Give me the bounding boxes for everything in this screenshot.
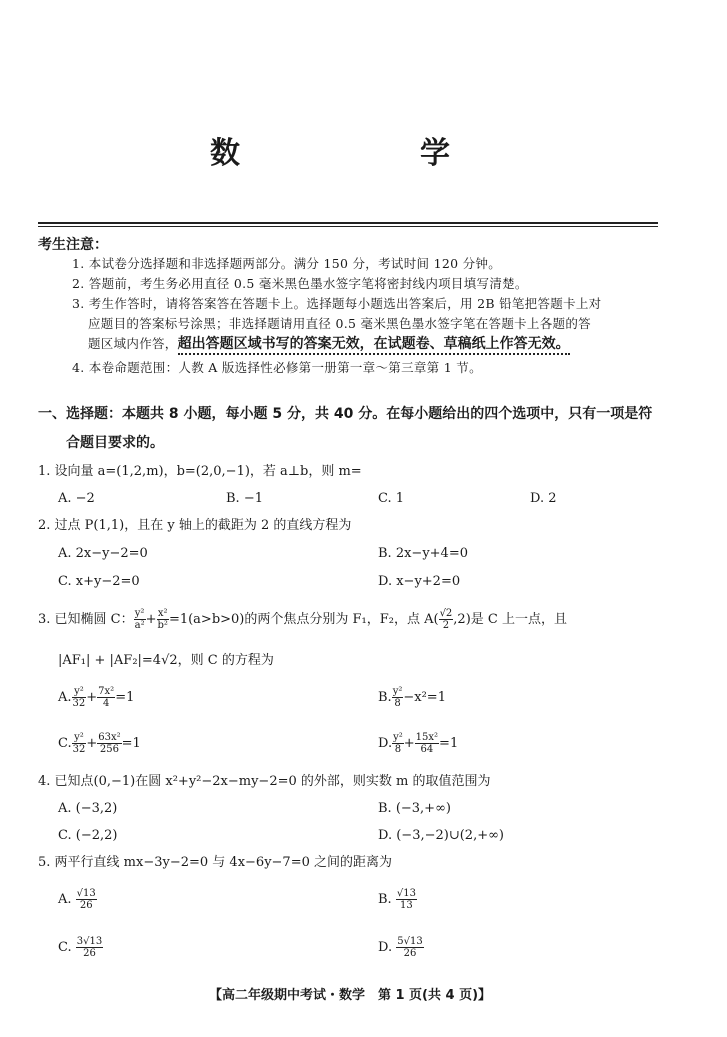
q3-stem-b: =1(a>b>0)的两个焦点分别为 F₁，F₂，点 A( bbox=[168, 612, 439, 627]
q3-d-frac1-den: 8 bbox=[394, 744, 402, 755]
q3-a-frac1-den: 32 bbox=[72, 698, 86, 709]
q3-d-frac2-num: 15x² bbox=[415, 732, 439, 743]
q5-a-num: √13 bbox=[76, 888, 96, 899]
q3-stem-a: 3. 已知椭圆 C： bbox=[38, 612, 134, 627]
q4-option-c: C. (−2,2) bbox=[58, 828, 118, 843]
q1-option-b: B. −1 bbox=[226, 491, 263, 506]
header-rule-thin bbox=[38, 226, 658, 227]
q3-option-b bbox=[378, 686, 446, 709]
notice-item-1: 1. 本试卷分选择题和非选择题两部分。满分 150 分，考试时间 120 分钟。 bbox=[72, 256, 502, 271]
q2-option-a: A. 2x−y−2=0 bbox=[58, 546, 148, 561]
q5-b-den: 13 bbox=[400, 900, 413, 911]
q5-b-frac bbox=[396, 888, 417, 911]
q5-a-den: 26 bbox=[79, 900, 93, 911]
question-3-stem-cont: |AF₁| + |AF₂|=4√2，则 C 的方程为 bbox=[58, 653, 274, 668]
q3-option-a bbox=[58, 686, 134, 709]
q3-d-end: =1 bbox=[439, 736, 459, 751]
q3-frac-point-den: 2 bbox=[442, 620, 450, 631]
q3-b-frac1 bbox=[392, 686, 404, 709]
section-heading-cont: 合题目要求的。 bbox=[66, 435, 164, 451]
q5-option-d bbox=[378, 936, 424, 959]
q3-stem-c: ,2)是 C 上一点，且 bbox=[453, 612, 567, 627]
q4-option-a: A. (−3,2) bbox=[58, 801, 118, 816]
q3-c-frac2 bbox=[97, 732, 121, 755]
header-rule bbox=[38, 222, 658, 224]
q5-d-label: D. bbox=[378, 940, 393, 955]
q3-b-label: B. bbox=[378, 690, 392, 705]
q3-a-frac2 bbox=[97, 686, 115, 709]
q3-frac-y-den: a² bbox=[134, 620, 145, 631]
q2-option-d: D. x−y+2=0 bbox=[378, 574, 461, 589]
notice-emphasis: 超出答题区域书写的答案无效，在试题卷、草稿纸上作答无效。 bbox=[178, 336, 570, 355]
page-title: 数 学 bbox=[210, 136, 490, 171]
notice-item-2: 2. 答题前，考生务必用直径 0.5 毫米黑色墨水签字笔将密封线内项目填写清楚。 bbox=[72, 276, 528, 291]
q3-c-frac1 bbox=[72, 732, 87, 755]
q5-d-den: 26 bbox=[403, 948, 417, 959]
q3-frac-y-num: y² bbox=[134, 608, 145, 619]
q1-option-d: D. 2 bbox=[530, 491, 557, 506]
q5-option-a bbox=[58, 888, 97, 911]
q3-c-frac1-den: 32 bbox=[72, 744, 86, 755]
q5-option-b bbox=[378, 888, 417, 911]
q5-c-num: 3√13 bbox=[76, 936, 103, 947]
notice-item-3-cont: 应题目的答案标号涂黑；非选择题请用直径 0.5 毫米黑色墨水签字笔在答题卡上各题的答 bbox=[88, 316, 591, 331]
q5-a-frac bbox=[76, 888, 97, 911]
q3-option-c bbox=[58, 732, 141, 755]
q3-b-frac1-num: y² bbox=[392, 686, 403, 697]
q4-option-b: B. (−3,+∞) bbox=[378, 801, 451, 816]
q3-a-plus: + bbox=[86, 690, 98, 705]
q3-c-frac2-den: 256 bbox=[99, 744, 119, 755]
q5-d-frac bbox=[396, 936, 423, 959]
q3-frac-x bbox=[157, 608, 169, 631]
q3-option-d bbox=[378, 732, 458, 755]
q3-d-label: D. bbox=[378, 736, 393, 751]
question-4-stem: 4. 已知点(0,−1)在圆 x²+y²−2x−my−2=0 的外部，则实数 m 的取值范围为 bbox=[38, 774, 491, 789]
q3-a-frac2-num: 7x² bbox=[98, 686, 115, 697]
q3-d-frac1-num: y² bbox=[393, 732, 403, 743]
q5-b-num: √13 bbox=[396, 888, 416, 899]
q3-b-frac1-den: 8 bbox=[394, 698, 401, 709]
q3-frac-point-num: √2 bbox=[439, 608, 453, 619]
question-3-stem bbox=[38, 608, 678, 631]
q3-a-frac2-den: 4 bbox=[102, 698, 110, 709]
notice-item-3-end: 题区域内作答， bbox=[88, 336, 178, 351]
q4-option-d: D. (−3,−2)∪(2,+∞) bbox=[378, 828, 504, 843]
q1-option-a: A. −2 bbox=[58, 491, 95, 506]
q3-d-frac1 bbox=[392, 732, 404, 755]
q3-a-label: A. bbox=[58, 690, 72, 705]
q3-c-frac1-num: y² bbox=[72, 732, 87, 744]
q3-c-end: =1 bbox=[121, 736, 141, 751]
q3-a-end: =1 bbox=[115, 690, 135, 705]
q5-d-num: 5√13 bbox=[397, 936, 423, 947]
q3-c-frac2-num: 63x² bbox=[98, 732, 121, 743]
q5-c-label: C. bbox=[58, 940, 72, 955]
q5-c-den: 26 bbox=[83, 948, 96, 959]
q3-d-frac2 bbox=[415, 732, 439, 755]
q1-option-c: C. 1 bbox=[378, 491, 405, 506]
q5-c-frac bbox=[76, 936, 103, 959]
q2-option-b: B. 2x−y+4=0 bbox=[378, 546, 468, 561]
q3-frac-x-den: b² bbox=[157, 620, 168, 631]
notice-heading: 考生注意： bbox=[38, 237, 108, 253]
q3-frac-y bbox=[134, 608, 146, 631]
q3-a-frac1 bbox=[72, 686, 87, 709]
q3-a-frac1-num: y² bbox=[72, 686, 87, 698]
page-footer: 【高二年级期中考试・数学 第 1 页(共 4 页)】 bbox=[208, 988, 492, 1003]
q3-d-frac2-den: 64 bbox=[420, 744, 434, 755]
question-5-stem: 5. 两平行直线 mx−3y−2=0 与 4x−6y−7=0 之间的距离为 bbox=[38, 855, 392, 870]
q5-b-label: B. bbox=[378, 892, 392, 907]
q5-option-c bbox=[58, 936, 103, 959]
q3-c-label: C. bbox=[58, 736, 72, 751]
question-1-stem: 1. 设向量 a=(1,2,m)，b=(2,0,−1)，若 a⊥b，则 m= bbox=[38, 464, 362, 479]
notice-item-3-cont2 bbox=[88, 334, 688, 354]
q3-frac-x-num: x² bbox=[157, 608, 168, 619]
q3-frac-point bbox=[439, 608, 454, 631]
q3-b-end: −x²=1 bbox=[403, 690, 446, 705]
section-heading: 一、选择题：本题共 8 小题，每小题 5 分，共 40 分。在每小题给出的四个选项中，只有一项是符 bbox=[38, 406, 653, 422]
q3-d-plus: + bbox=[403, 736, 415, 751]
question-2-stem: 2. 过点 P(1,1)，且在 y 轴上的截距为 2 的直线方程为 bbox=[38, 518, 352, 533]
notice-item-4: 4. 本卷命题范围：人教 A 版选择性必修第一册第一章～第三章第 1 节。 bbox=[72, 360, 482, 375]
q2-option-c: C. x+y−2=0 bbox=[58, 574, 140, 589]
q3-c-plus: + bbox=[86, 736, 98, 751]
notice-item-3: 3. 考生作答时，请将答案答在答题卡上。选择题每小题选出答案后，用 2B 铅笔把答题卡上对 bbox=[72, 296, 602, 311]
q5-a-label: A. bbox=[58, 892, 72, 907]
q3-plus: + bbox=[145, 612, 157, 627]
